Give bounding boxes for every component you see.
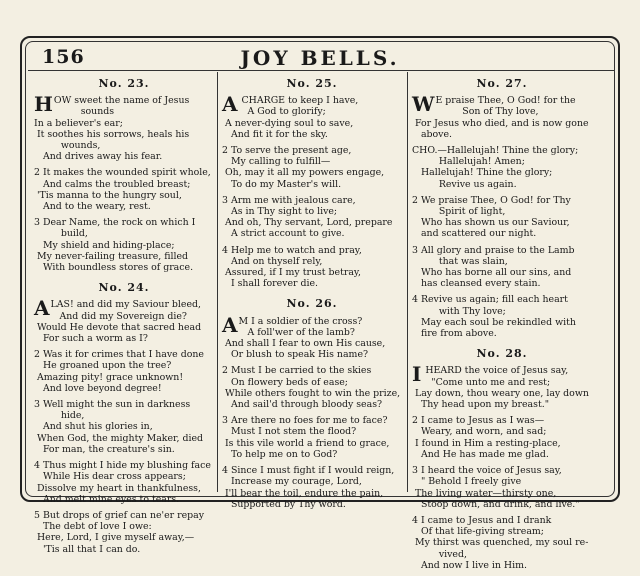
- drop-cap: A: [34, 296, 50, 321]
- hymn-number: No. 26.: [286, 297, 338, 311]
- verse-text: 3 Dear Name, the rock on which I build, My shield and hiding-place; My never-failing treasure, filled With boundless stores of grace.: [34, 217, 196, 274]
- verse-text: CHO.—Hallelujah! Thine the glory; Hallelujah! Amen; Hallelujah! Thine the glory; Revive us again.: [412, 145, 579, 190]
- hymn-number: No. 25.: [286, 77, 338, 90]
- hymn-verse: [412, 465, 592, 510]
- verse-text: 2 Must I be carried to the skies On flowery beds of ease; While others fought to win the prize, And sail'd through bloody seas?: [222, 365, 401, 411]
- hymn-verse: [222, 245, 402, 290]
- hymn-verse: [34, 92, 214, 163]
- verse-text: E praise Thee, O God! for the Son of Thy love, For Jesus who died, and is now gone above.: [414, 95, 589, 140]
- hymn-verse: [34, 460, 214, 505]
- hymn-verse: [412, 515, 592, 571]
- verse-text: 4 Help me to watch and pray, And on thyself rely, Assured, if I my trust betray, I shall forever die.: [222, 244, 362, 290]
- hymn-number: No. 28.: [476, 347, 528, 361]
- drop-cap: H: [34, 92, 53, 117]
- drop-cap: I: [412, 362, 422, 387]
- verse-text: 5 But drops of grief can ne'er repay The debt of love I owe: Here, Lord, I give myself away,— 'Tis all that I can do.: [34, 509, 205, 555]
- hymn-number: No. 23.: [98, 77, 150, 90]
- hymn-verse: [412, 362, 592, 411]
- hymn-verse: [412, 145, 592, 190]
- column-2: [222, 74, 402, 515]
- verse-text: 4 I came to Jesus and I drank Of that life-giving stream; My thirst was quenched, my soul re- vived, And now I live in Him.: [412, 514, 589, 571]
- hymn-verse: [222, 365, 402, 410]
- verse-text: M I a soldier of the cross? A foll'wer of the lamb? And shall I fear to own His cause, Or blush to speak His name?: [224, 315, 386, 361]
- hymn-verse: [222, 312, 402, 361]
- verse-text: 3 All glory and praise to the Lamb that was slain, Who has borne all our sins, and has cleansed every stain.: [412, 244, 575, 290]
- verse-text: 4 Thus might I hide my blushing face While His dear cross appears; Dissolve my heart in thankfulness, And melt mine eyes to tears.: [34, 460, 211, 505]
- hymn-verse: [222, 195, 402, 240]
- hymn-verse: [222, 415, 402, 460]
- hymn-verse: [34, 217, 214, 273]
- hymn-verse: [34, 349, 214, 394]
- verse-text: 4 Since I must fight if I would reign, Increase my courage, Lord, I'll bear the toil, endure the pain, Supported by Thy word.: [222, 465, 395, 510]
- hymn-number: No. 24.: [98, 281, 150, 295]
- hymn-verse: [34, 296, 214, 345]
- hymn-verse: [412, 415, 592, 460]
- verse-text: CHARGE to keep I have, A God to glorify; A never-dying soul to save, And fit it for the sky.: [224, 95, 359, 140]
- verse-text: 2 Was it for crimes that I have done He groaned upon the tree? Amazing pity! grace unknown! And love beyond degree!: [34, 349, 204, 394]
- hymn-verse: [34, 399, 214, 455]
- hymn-verse: [222, 465, 402, 510]
- column-3: [412, 74, 592, 576]
- column-divider: [217, 72, 218, 492]
- hymn-verse: [34, 510, 214, 555]
- verse-text: OW sweet the name of Jesus sounds In a believer's ear; It soothes his sorrows, heals his wounds, And drives away his fear.: [34, 95, 190, 163]
- hymn-verse: [34, 167, 214, 212]
- verse-text: 2 I came to Jesus as I was— Weary, and worn, and sad; I found in Him a resting-place, And He has made me glad.: [412, 415, 561, 460]
- drop-cap: A: [222, 92, 238, 117]
- hymn-number: No. 27.: [476, 77, 528, 90]
- page-title: JOY BELLS.: [240, 46, 400, 70]
- header-rule: [28, 70, 614, 71]
- verse-text: 3 I heard the voice of Jesus say, " Behold I freely give The living water—thirsty one, Stoop down, and drink, and live.": [412, 465, 580, 510]
- drop-cap: W: [412, 92, 435, 117]
- verse-text: 2 We praise Thee, O God! for Thy Spirit of light, Who has shown us our Saviour, and scattered our night.: [412, 194, 571, 240]
- verse-text: LAS! and did my Saviour bleed, And did my Sovereign die? Would He devote that sacred head For such a worm as I?: [36, 299, 202, 345]
- drop-cap: A: [222, 312, 238, 337]
- hymn-verse: [412, 195, 592, 240]
- verse-text: 3 Well might the sun in darkness hide, And shut his glories in, When God, the mighty Maker, died For man, the creature's sin.: [34, 399, 203, 455]
- hymn-verse: [412, 245, 592, 290]
- hymn-verse: [412, 92, 592, 140]
- column-1: [34, 74, 214, 560]
- hymn-verse: [412, 294, 592, 339]
- verse-text: HEARD the voice of Jesus say, "Come unto me and rest; Lay down, thou weary one, lay down Thy head upon my breast.": [414, 365, 589, 411]
- verse-text: 4 Revive us again; fill each heart with Thy love; May each soul be rekindled with fire from above.: [412, 294, 576, 340]
- column-divider: [407, 72, 408, 492]
- verse-text: 2 To serve the present age, My calling to fulfill— Oh, may it all my powers engage, To do my Master's will.: [222, 145, 385, 190]
- verse-text: 3 Are there no foes for me to face? Must I not stem the flood? Is this vile world a friend to grace, To help me on to God?: [222, 415, 390, 460]
- hymn-verse: [222, 92, 402, 140]
- page-number: 156: [42, 46, 85, 68]
- verse-text: 3 Arm me with jealous care, As in Thy sight to live; And oh, Thy servant, Lord, prepare A strict account to give.: [222, 194, 393, 240]
- hymn-verse: [222, 145, 402, 190]
- verse-text: 2 It makes the wounded spirit whole, And calms the troubled breast; 'Tis manna to the hungry soul, And to the weary, rest.: [34, 167, 211, 213]
